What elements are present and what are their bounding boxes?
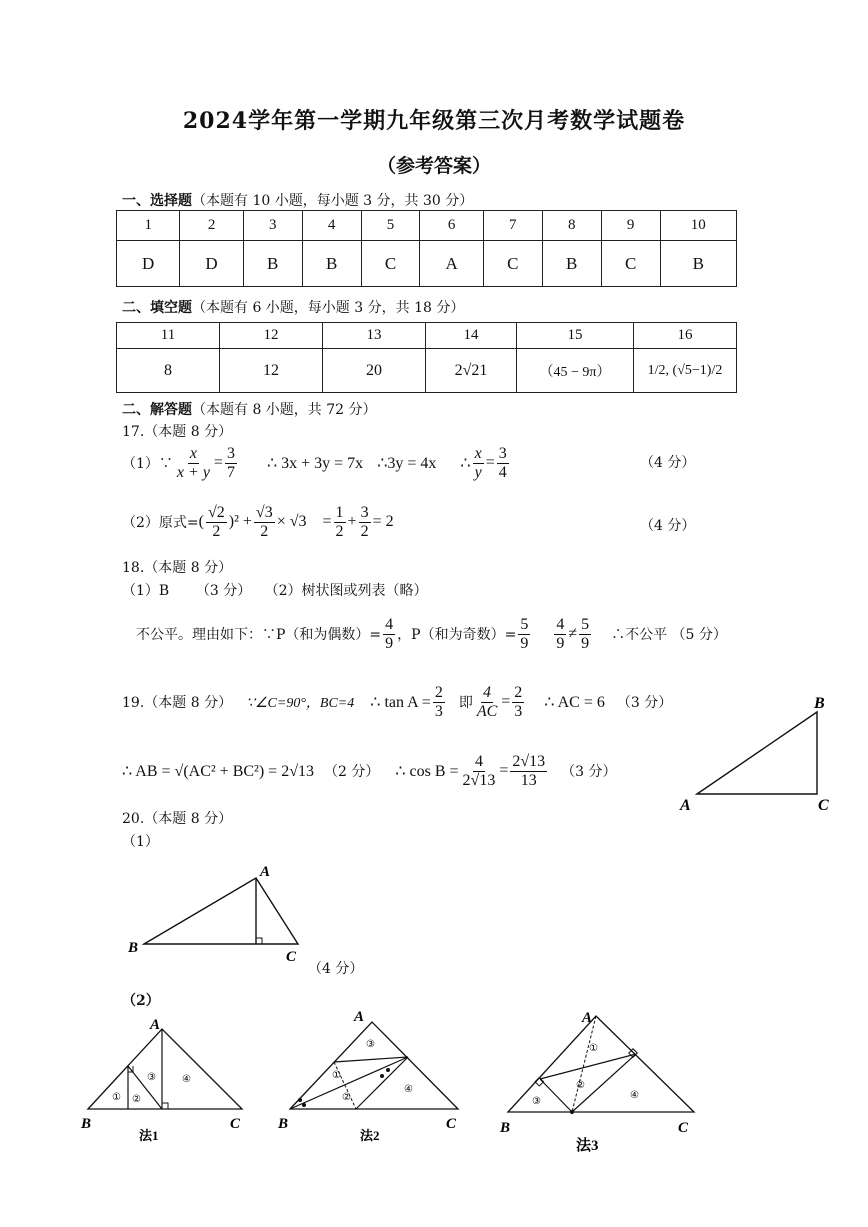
numerator: 3 — [226, 444, 235, 462]
section3-heading-text: 二、解答题 — [122, 402, 192, 418]
table-cell: 6 — [420, 211, 483, 241]
point-mark — [380, 1074, 384, 1078]
region-label: ③ — [366, 1039, 375, 1050]
table-cell: B — [542, 241, 601, 287]
denominator: 9 — [385, 634, 394, 652]
region-label: ② — [576, 1080, 585, 1091]
method-label: 法3 — [576, 1138, 599, 1154]
q20-fig1-score: （4 分） — [308, 961, 364, 977]
table-cell: B — [302, 241, 361, 287]
denominator: 2 — [212, 522, 221, 540]
region-label: ③ — [532, 1096, 541, 1107]
table-cell: 20 — [323, 349, 426, 393]
section3-note: （本题有 8 小题，共 72 分） — [192, 402, 377, 418]
table-cell: 7 — [483, 211, 542, 241]
fraction — [206, 504, 227, 541]
region-label: ④ — [630, 1090, 639, 1101]
q17-step: ∴ 3x + 3y = 7x — [266, 455, 364, 472]
vertex-label: C — [818, 797, 829, 814]
section2-heading-text: 二、填空题 — [122, 300, 192, 316]
table-cell: B — [660, 241, 736, 287]
section1-heading — [122, 190, 473, 210]
page-title: 2024学年第一学期九年级第三次月考数学试题卷 — [182, 108, 686, 134]
dashed-line — [572, 1016, 596, 1112]
q19-score: （3 分） — [616, 695, 673, 711]
region-label: ② — [342, 1092, 351, 1103]
q17-part1 — [122, 443, 511, 483]
vertex-label: A — [260, 864, 271, 880]
table-cell: 2 — [180, 211, 243, 241]
numerator: 3 — [360, 503, 369, 521]
q17-p1-score: （4 分） — [640, 455, 696, 471]
vertex-label: B — [128, 940, 139, 956]
table-cell: D — [117, 241, 180, 287]
numerator: 3 — [498, 444, 507, 462]
section3-heading — [122, 399, 377, 419]
numerator: 4 — [556, 615, 565, 633]
numerator: 4 — [385, 615, 394, 633]
denominator: 7 — [226, 463, 235, 481]
fraction — [512, 684, 524, 721]
not-equal-sign: ≠ — [568, 625, 578, 642]
region-label: ④ — [182, 1074, 191, 1085]
fraction — [579, 616, 591, 653]
fraction — [473, 445, 484, 482]
denominator: 2√13 — [462, 771, 496, 789]
numerator: 5 — [520, 615, 529, 633]
denominator: 9 — [581, 634, 590, 652]
equals-sign: = — [501, 693, 511, 710]
table-cell: 8 — [117, 349, 220, 393]
fraction — [433, 684, 445, 721]
point-mark — [570, 1110, 574, 1114]
q17-p2-label: （2）原式= — [122, 515, 199, 531]
triangle-shape — [144, 878, 298, 944]
numerator: √2 — [207, 503, 225, 521]
vertex-label: B — [278, 1116, 289, 1132]
q19-step: ∴ AB = √(AC² + BC²) = 2√13 — [122, 763, 314, 780]
numerator: 2 — [514, 683, 523, 701]
region-label: ① — [332, 1070, 341, 1081]
q18-conclusion: ∴不公平 （5 分） — [611, 627, 727, 643]
q19-line2 — [122, 748, 617, 794]
numerator: 2√13 — [512, 752, 546, 770]
segment-line — [356, 1057, 408, 1109]
fill-answer-table — [116, 322, 737, 393]
triangle-shape — [290, 1022, 458, 1109]
table-cell: 9 — [601, 211, 660, 241]
method-label: 法2 — [360, 1128, 380, 1143]
q18-text: ，P（和为奇数）= — [397, 627, 517, 643]
equals-sign: = — [485, 454, 495, 471]
fraction — [359, 504, 371, 541]
fraction — [334, 504, 346, 541]
q18-text: 不公平。理由如下：∵P（和为偶数）= — [136, 627, 382, 643]
vertex-label: C — [446, 1116, 457, 1132]
table-cell: 10 — [660, 211, 736, 241]
q17-step: ∴3y = 4x — [377, 455, 437, 472]
q19-line1 — [122, 680, 672, 724]
denominator: 13 — [520, 771, 537, 789]
segment-line — [540, 1079, 572, 1112]
result: = 2 — [372, 513, 394, 530]
operator: + — [347, 513, 357, 530]
numerator: 4 — [483, 683, 492, 701]
numerator: 5 — [581, 615, 590, 633]
point-mark — [298, 1098, 302, 1102]
fraction — [497, 445, 509, 482]
table-cell: 16 — [634, 323, 737, 349]
table-cell: 15 — [517, 323, 634, 349]
table-cell: 13 — [323, 323, 426, 349]
table-cell: 1 — [117, 211, 180, 241]
right-angle-mark — [256, 938, 262, 944]
vertex-label: B — [81, 1116, 92, 1132]
q17-header: 17.（本题 8 分） — [122, 424, 233, 440]
section2-note: （本题有 6 小题，每小题 3 分，共 18 分） — [192, 300, 465, 316]
method-label: 法1 — [139, 1128, 159, 1143]
region-label: ③ — [147, 1072, 156, 1083]
denominator: 9 — [556, 634, 565, 652]
q20-figure1 — [120, 858, 320, 968]
denominator: 9 — [520, 634, 529, 652]
table-cell: D — [180, 241, 243, 287]
q20-part2-label: （2） — [122, 993, 160, 1009]
q19-step: ∴ tan A = — [370, 694, 431, 711]
q20-method2-figure — [276, 1002, 476, 1152]
section1-note: （本题有 10 小题，每小题 3 分，共 30 分） — [192, 193, 474, 209]
numerator: √3 — [255, 503, 273, 521]
vertex-label: B — [814, 695, 825, 712]
fraction — [461, 753, 498, 790]
numerator: 1 — [335, 503, 344, 521]
denominator: 4 — [498, 463, 507, 481]
fraction — [510, 753, 547, 790]
fraction — [383, 616, 395, 653]
vertex-label: C — [678, 1120, 689, 1136]
region-label: ① — [589, 1043, 598, 1054]
point-mark — [302, 1103, 306, 1107]
region-label: ① — [112, 1092, 121, 1103]
operator: )² + — [228, 513, 252, 530]
equals-sign: = — [322, 513, 332, 530]
numerator: x — [189, 444, 197, 462]
table-cell: 2√21 — [426, 349, 517, 393]
q17-p1-label: （1）∵ — [122, 456, 173, 472]
q17-part2 — [122, 500, 394, 544]
denominator: 3 — [514, 702, 523, 720]
numerator: x — [474, 444, 482, 462]
q20-method1-figure — [76, 1012, 256, 1162]
vertex-label: C — [286, 949, 297, 965]
table-cell: C — [361, 241, 420, 287]
denominator: 3 — [434, 702, 443, 720]
point-mark — [386, 1068, 390, 1072]
vertex-label: A — [680, 797, 691, 814]
fraction — [475, 684, 499, 721]
q18-line1: （1）B （3 分） （2）树状图或列表（略） — [122, 583, 428, 599]
fraction — [254, 504, 275, 541]
denominator: x + y — [176, 463, 210, 481]
numerator: 4 — [474, 752, 483, 770]
table-cell: C — [601, 241, 660, 287]
region-label: ② — [132, 1094, 141, 1105]
denominator: y — [474, 463, 482, 481]
table-cell: （45 − 9π） — [517, 349, 634, 393]
q20-part1-label: （1） — [122, 834, 159, 850]
section2-heading — [122, 297, 464, 317]
denominator: 2 — [335, 522, 344, 540]
vertex-label: A — [150, 1017, 161, 1033]
paren: ( — [198, 513, 204, 530]
q19-step: ∴ AC = 6 — [544, 694, 605, 711]
q19-triangle-figure — [676, 688, 836, 818]
q19-header: 19.（本题 8 分） — [122, 695, 233, 711]
q19-given: ∵∠C=90°，BC=4 — [246, 696, 355, 711]
section1-heading-text: 一、选择题 — [122, 193, 192, 209]
vertex-label: C — [230, 1116, 241, 1132]
table-cell: 11 — [117, 323, 220, 349]
table-cell: 12 — [220, 323, 323, 349]
fraction — [518, 616, 530, 653]
vertex-label: A — [582, 1010, 593, 1026]
table-cell: B — [243, 241, 302, 287]
table-cell: 12 — [220, 349, 323, 393]
table-cell: 14 — [426, 323, 517, 349]
page-subtitle: （参考答案） — [376, 155, 491, 177]
q18-line2 — [136, 612, 727, 656]
numerator: 2 — [434, 683, 443, 701]
vertex-label: A — [354, 1009, 365, 1025]
denominator: 2 — [260, 522, 269, 540]
triangle-shape — [697, 712, 817, 794]
fraction — [225, 445, 237, 482]
denominator: 2 — [360, 522, 369, 540]
equals-sign: = — [499, 762, 509, 779]
fraction — [554, 616, 566, 653]
denominator: AC — [476, 702, 498, 720]
region-label: ④ — [404, 1084, 413, 1095]
q19-step: 即 — [458, 695, 473, 711]
q19-step: ∴ cos B = — [395, 763, 459, 780]
q19-score: （2 分） — [323, 764, 380, 780]
vertex-label: B — [500, 1120, 511, 1136]
operator: × √3 — [276, 513, 307, 530]
therefore-sign: ∴ — [460, 455, 471, 472]
q19-score: （3 分） — [561, 764, 617, 780]
table-cell: 1/2, (√5−1)/2 — [634, 349, 737, 393]
q18-header: 18.（本题 8 分） — [122, 560, 233, 576]
equals-sign: = — [213, 454, 223, 471]
table-cell: C — [483, 241, 542, 287]
table-cell: A — [420, 241, 483, 287]
table-cell: 4 — [302, 211, 361, 241]
q20-header: 20.（本题 8 分） — [122, 811, 233, 827]
choice-answer-table — [116, 210, 737, 287]
table-cell: 3 — [243, 211, 302, 241]
table-cell: 5 — [361, 211, 420, 241]
right-angle-mark — [162, 1103, 168, 1109]
fraction — [175, 445, 212, 482]
table-cell: 8 — [542, 211, 601, 241]
q20-method3-figure — [496, 1002, 706, 1162]
q17-p2-score: （4 分） — [640, 518, 696, 534]
